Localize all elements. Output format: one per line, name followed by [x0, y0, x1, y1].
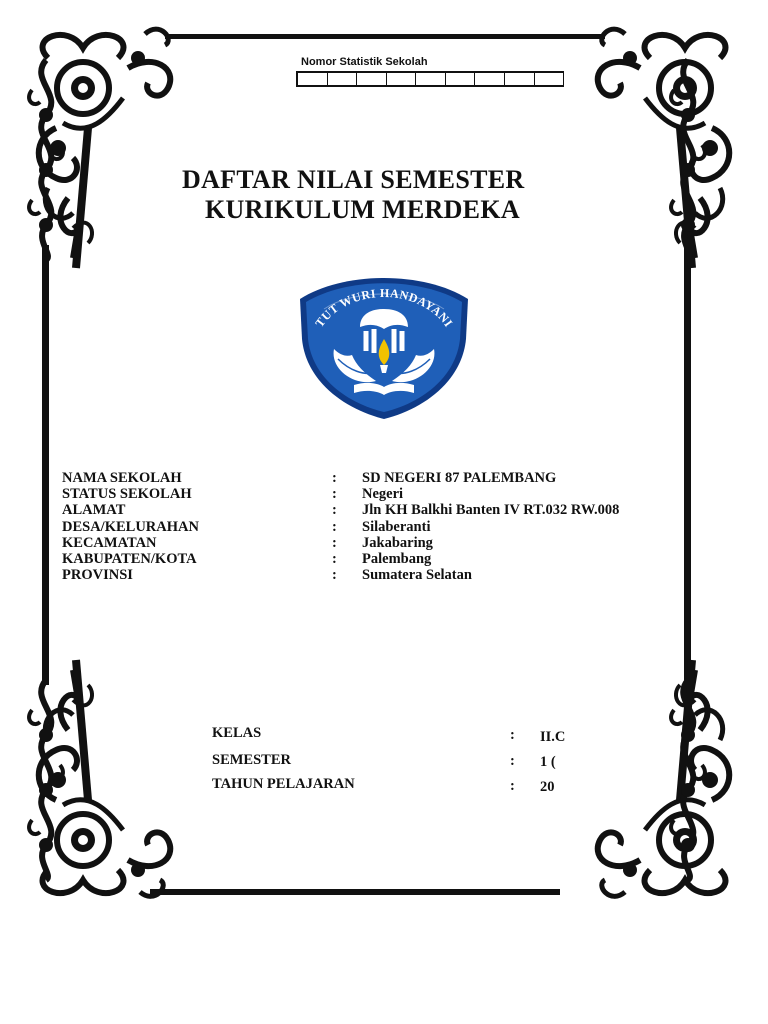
semester-value: 1 (: [540, 754, 556, 770]
info-label: NAMA SEKOLAH: [62, 470, 182, 486]
class-label: KELAS: [212, 725, 262, 741]
info-colon: :: [332, 567, 337, 584]
logo-motto: TUT WURI HANDAYANI: [312, 285, 456, 330]
class-value: II.C: [540, 729, 566, 745]
info-label: DESA/KELURAHAN: [62, 518, 199, 535]
info-colon: :: [332, 534, 337, 551]
info-value: Jln KH Balkhi Banten IV RT.032 RW.008: [362, 502, 620, 519]
title-line-1: DAFTAR NILAI SEMESTER: [182, 165, 525, 194]
info-value: Palembang: [362, 550, 432, 567]
info-label: ALAMAT: [62, 502, 126, 519]
info-colon: :: [332, 550, 337, 567]
year-colon: :: [510, 778, 515, 794]
semester-label: SEMESTER: [212, 752, 291, 768]
info-label: PROVINSI: [62, 567, 133, 584]
info-value: Sumatera Selatan: [362, 567, 472, 584]
title-line-2: KURIKULUM MERDEKA: [205, 195, 520, 224]
year-value: 20: [540, 779, 555, 795]
class-colon: :: [510, 727, 515, 743]
info-value: Negeri: [362, 486, 404, 503]
content-mask: [562, 40, 570, 888]
nss-label: Nomor Statistik Sekolah: [301, 56, 428, 68]
info-colon: :: [332, 470, 337, 486]
info-colon: :: [332, 518, 337, 535]
info-colon: :: [332, 502, 337, 519]
info-value: Jakabaring: [362, 534, 433, 551]
info-label: STATUS SEKOLAH: [62, 486, 192, 503]
info-value: SD NEGERI 87 PALEMBANG: [362, 470, 557, 486]
info-colon: :: [332, 486, 337, 503]
year-label: TAHUN PELAJARAN: [212, 776, 355, 792]
semester-colon: :: [510, 753, 515, 769]
info-label: KABUPATEN/KOTA: [62, 550, 197, 567]
info-value: Silaberanti: [362, 518, 431, 535]
info-label: KECAMATAN: [62, 534, 157, 551]
tut-wuri-handayani-logo: [294, 269, 474, 421]
